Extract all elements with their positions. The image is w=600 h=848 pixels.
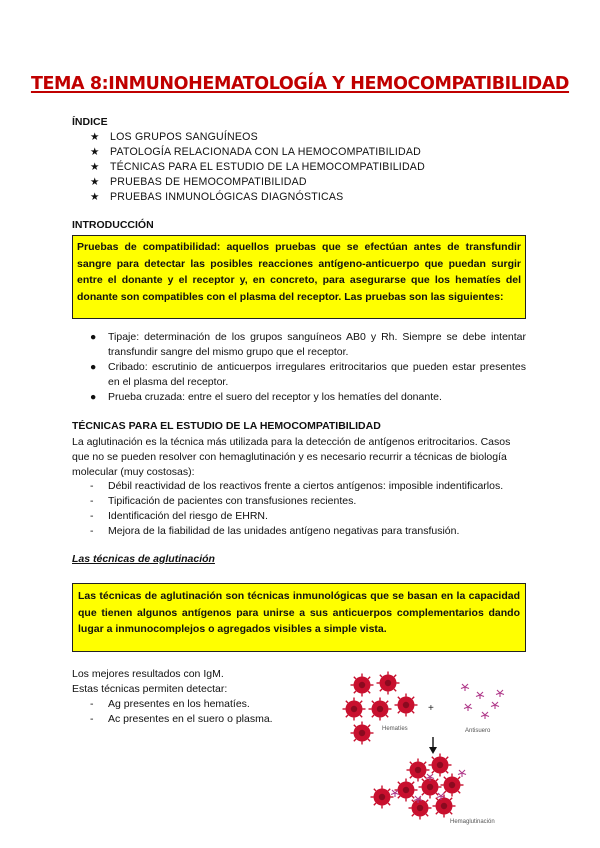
index-list [90, 130, 425, 205]
list-item: ● Tipaje: determinación de los grupos sanguíneos AB0 y Rh. Siempre se debe intentar transfundir sangre del mismo grupo que el receptor. [90, 331, 526, 358]
cases-list [90, 479, 503, 539]
star-icon: ★ [90, 146, 100, 158]
list-item: ● Cribado: escrutinio de anticuerpos irregulares eritrocitarios que pueden estar presentes en el plasma del receptor. [90, 361, 526, 388]
index-item: ★ PATOLOGÍA RELACIONADA CON LA HEMOCOMPATIBILIDAD [90, 146, 421, 158]
bullet-icon: ● [90, 331, 97, 343]
result-label: Hemaglutinación [450, 819, 495, 825]
plus-sign: + [428, 703, 434, 714]
list-item: - Mejora de la fiabilidad de las unidades antígeno negativas para transfusión. [90, 525, 460, 537]
star-icon: ★ [90, 131, 100, 143]
page-title: TEMA 8:INMUNOHEMATOLOGÍA Y HEMOCOMPATIBILIDAD [30, 74, 570, 94]
star-icon: ★ [90, 176, 100, 188]
techniques-paragraph: La aglutinación es la técnica más utilizada para la detección de antígenos eritrocitarios. Casos que no se pueden resolver con hemaglutinación y es necesario recurrir a técnicas de biología molecular (muy costosas): [72, 436, 511, 478]
star-icon: ★ [90, 161, 100, 173]
index-item: ★ PRUEBAS INMUNOLÓGICAS DIAGNÓSTICAS [90, 191, 344, 203]
tests-list [90, 330, 526, 405]
rbc-label: Hematíes [382, 726, 408, 732]
detects-list [90, 697, 273, 727]
agglutination-cluster [371, 754, 467, 820]
list-item: - Identificación del riesgo de EHRN. [90, 510, 268, 522]
bullet-icon: ● [90, 391, 97, 403]
techniques-heading: TÉCNICAS PARA EL ESTUDIO DE LA HEMOCOMPATIBILIDAD [72, 420, 381, 432]
agglutination-highlight-box: Las técnicas de aglutinación son técnicas inmunológicas que se basan en la capacidad que tienen algunos antígenos para unirse a sus anticuerpos complementarios dando lugar a inmunocomplejos o agregados visibles a simple vista. [72, 583, 526, 652]
igm-line: Los mejores resultados con IgM. [72, 668, 224, 680]
list-item: - Débil reactividad de los reactivos frente a ciertos antígenos: imposible indentificarlos. [90, 480, 504, 492]
index-item: ★ PRUEBAS DE HEMOCOMPATIBILIDAD [90, 176, 307, 188]
agglutination-subheading: Las técnicas de aglutinación [72, 553, 215, 565]
list-item: ● Prueba cruzada: entre el suero del receptor y los hematíes del donante. [90, 391, 442, 403]
bullet-icon: ● [90, 361, 97, 373]
detect-intro-line: Estas técnicas permiten detectar: [72, 683, 228, 695]
star-icon: ★ [90, 191, 100, 203]
intro-highlight-box: Pruebas de compatibilidad: aquellos pruebas que se efectúan antes de transfundir sangre para detectar las posibles reacciones antígeno-anticuerpo que puedan surgir entre el donante y el receptor y, en concreto, para asegurarse que los hematíes del donante son compatibles con el plasma del receptor. Las pruebas son las siguientes: [72, 235, 526, 319]
list-item: - Ac presentes en el suero o plasma. [90, 713, 273, 725]
arrow-down-icon [429, 737, 437, 754]
list-item: - Tipificación de pacientes con transfusiones recientes. [90, 495, 357, 507]
antiserum-group [461, 684, 504, 719]
rbc-group [343, 672, 418, 745]
index-item: ★ LOS GRUPOS SANGUÍNEOS [90, 131, 258, 143]
antiserum-label: Antisuero [465, 728, 491, 734]
list-item: - Ag presentes en los hematíes. [90, 698, 250, 710]
index-heading: ÍNDICE [72, 116, 108, 128]
intro-heading: INTRODUCCIÓN [72, 219, 154, 231]
index-item: ★ TÉCNICAS PARA EL ESTUDIO DE LA HEMOCOMPATIBILIDAD [90, 161, 425, 173]
hemagglutination-illustration [340, 665, 530, 835]
hemagglutination-figure [340, 665, 530, 835]
